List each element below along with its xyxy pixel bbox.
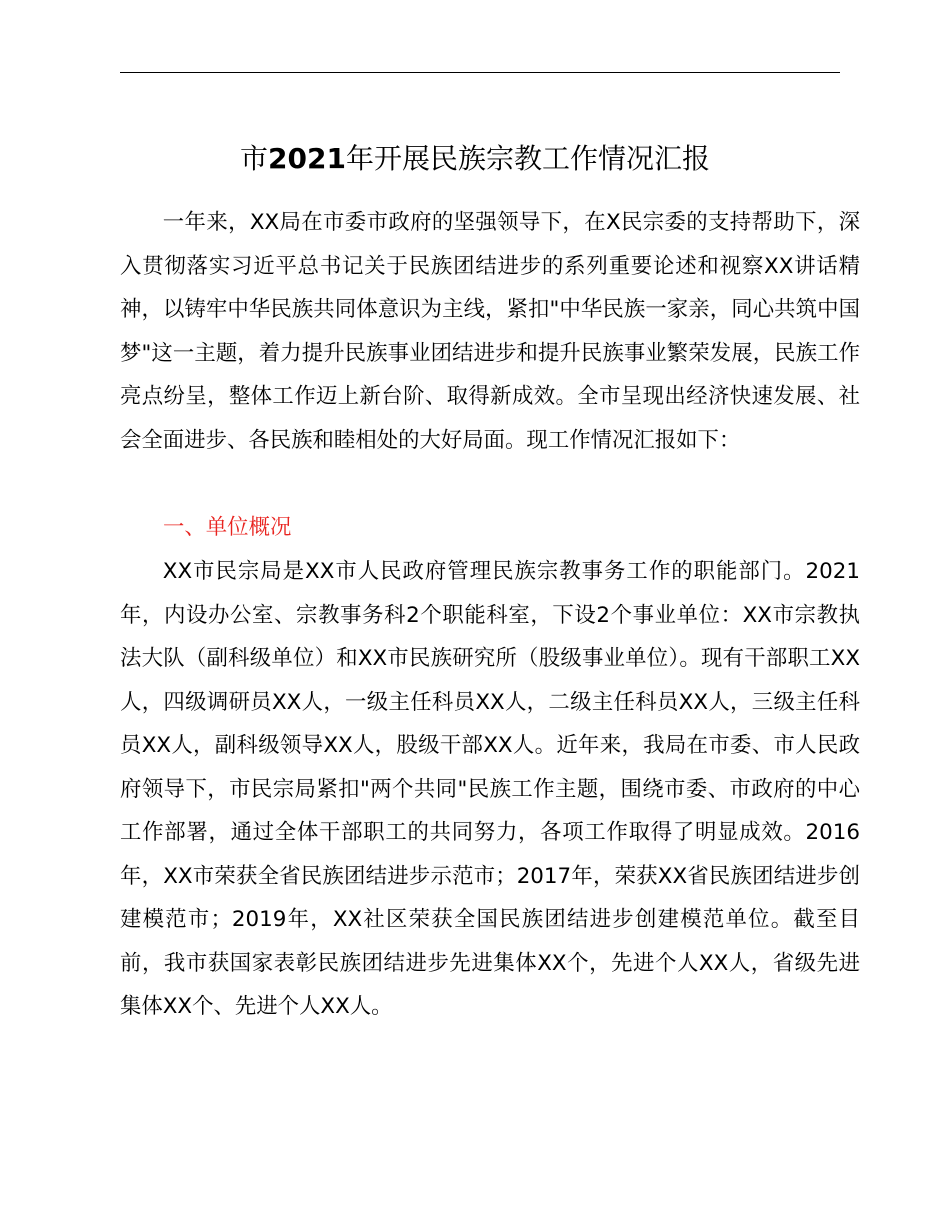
section-heading-unit-overview: 一、单位概况 (163, 515, 292, 540)
document-title (0, 134, 950, 184)
header-rule (120, 72, 840, 73)
intro-paragraph: 一年来，XX局在市委市政府的坚强领导下，在X民宗委的支持帮助下，深入贯彻落实习近平总书记关于民族团结进步的系列重要论述和视察XX讲话精神，以铸牢中华民族共同体意识为主线，紧扣"中华民族一家亲，同心共筑中国梦"这一主题，着力提升民族事业团结进步和提升民族事业繁荣发展，民族工作亮点纷呈，整体工作迈上新台阶、取得新成效。全市呈现出经济快速发展、社会全面进步、各民族和睦相处的大好局面。现工作情况汇报如下： (120, 210, 860, 453)
title-prefix: 市 (240, 142, 269, 175)
title-suffix: 年开展民族宗教工作情况汇报 (345, 142, 710, 175)
title-year: 2021 (268, 142, 346, 175)
unit-overview-paragraph: XX市民宗局是XX市人民政府管理民族宗教事务工作的职能部门。2021年，内设办公室、宗教事务科2个职能科室，下设2个事业单位：XX市宗教执法大队（副科级单位）和XX市民族研究所（股级事业单位）。现有干部职工XX人，四级调研员XX人，一级主任科员XX人，二级主任科员XX人，三级主任科员XX人，副科级领导XX人，股级干部XX人。近年来，我局在市委、市人民政府领导下，市民宗局紧扣"两个共同"民族工作主题，围绕市委、市政府的中心工作部署，通过全体干部职工的共同努力，各项工作取得了明显成效。2016年，XX市荣获全省民族团结进步示范市；2017年，荣获XX省民族团结进步创建模范市；2019年，XX社区荣获全国民族团结进步创建模范单位。截至目前，我市获国家表彰民族团结进步先进集体XX个，先进个人XX人，省级先进集体XX个、先进个人XX人。 (120, 559, 860, 1019)
